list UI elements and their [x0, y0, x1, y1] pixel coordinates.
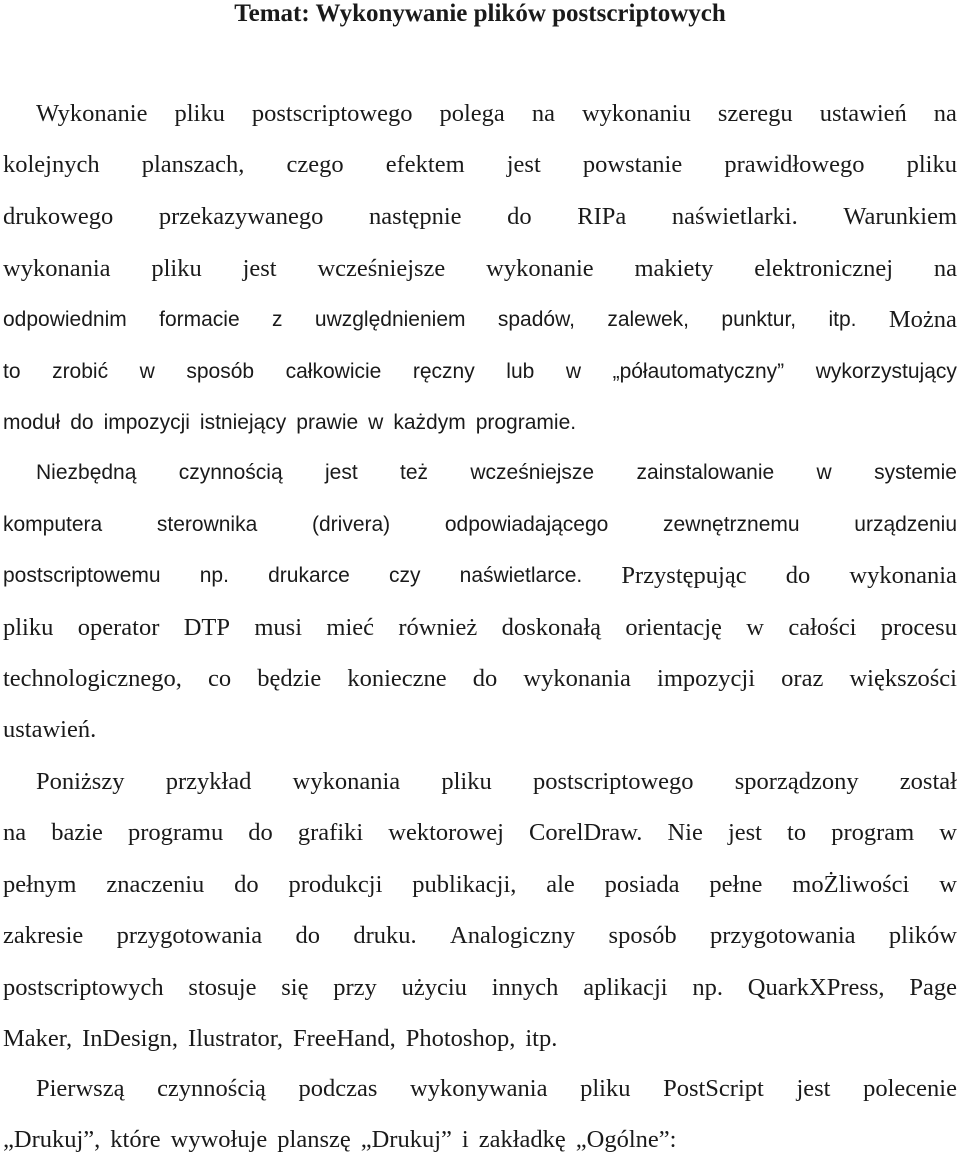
text-line: „Drukuj”, które wywołuje planszę „Drukuj” i zakładkę „Ogólne”:	[3, 1126, 677, 1153]
text-line: postscriptowych stosuje się przy użyciu innych aplikacji np. QuarkXPress, Page	[3, 974, 957, 1001]
text-line: na bazie programu do grafiki wektorowej CorelDraw. Nie jest to program w	[3, 819, 957, 846]
text-line: pliku operator DTP musi mieć również doskonałą orientację w całości procesu	[3, 614, 957, 641]
text-line: odpowiednim formacie z uwzględnieniem spadów, zalewek, punktur, itp. Można	[3, 306, 957, 333]
text-line: Poniższy przykład wykonania pliku postscriptowego sporządzony został	[36, 768, 957, 795]
text-line: Wykonanie pliku postscriptowego polega na wykonaniu szeregu ustawień na	[36, 100, 957, 127]
text-line: moduł do impozycji istniejący prawie w każdym programie.	[3, 411, 577, 434]
text-line: Maker, InDesign, Ilustrator, FreeHand, Photoshop, itp.	[3, 1025, 558, 1052]
text-line: komputera sterownika (drivera) odpowiadającego zewnętrznemu urządzeniu	[3, 513, 957, 536]
text-line: Niezbędną czynnością jest też wcześniejsze zainstalowanie w systemie	[36, 461, 957, 484]
text-line: to zrobić w sposób całkowicie ręczny lub w „półautomatyczny” wykorzystujący	[3, 360, 957, 383]
text-line: technologicznego, co będzie konieczne do wykonania impozycji oraz większości	[3, 665, 957, 692]
text-line: drukowego przekazywanego następnie do RIPa naświetlarki. Warunkiem	[3, 203, 957, 230]
text-line: ustawień.	[3, 716, 97, 743]
text-line: kolejnych planszach, czego efektem jest powstanie prawidłowego pliku	[3, 151, 957, 178]
text-line: zakresie przygotowania do druku. Analogiczny sposób przygotowania plików	[3, 922, 957, 949]
text-line: pełnym znaczeniu do produkcji publikacji, ale posiada pełne moŻliwości w	[3, 871, 957, 898]
text-line: Pierwszą czynnością podczas wykonywania pliku PostScript jest polecenie	[36, 1075, 957, 1102]
text-line: postscriptowemu np. drukarce czy naświetlarce. Przystępując do wykonania	[3, 562, 957, 589]
document-title: Temat: Wykonywanie plików postscriptowych	[234, 0, 726, 27]
text-line: wykonania pliku jest wcześniejsze wykonanie makiety elektronicznej na	[3, 255, 957, 282]
